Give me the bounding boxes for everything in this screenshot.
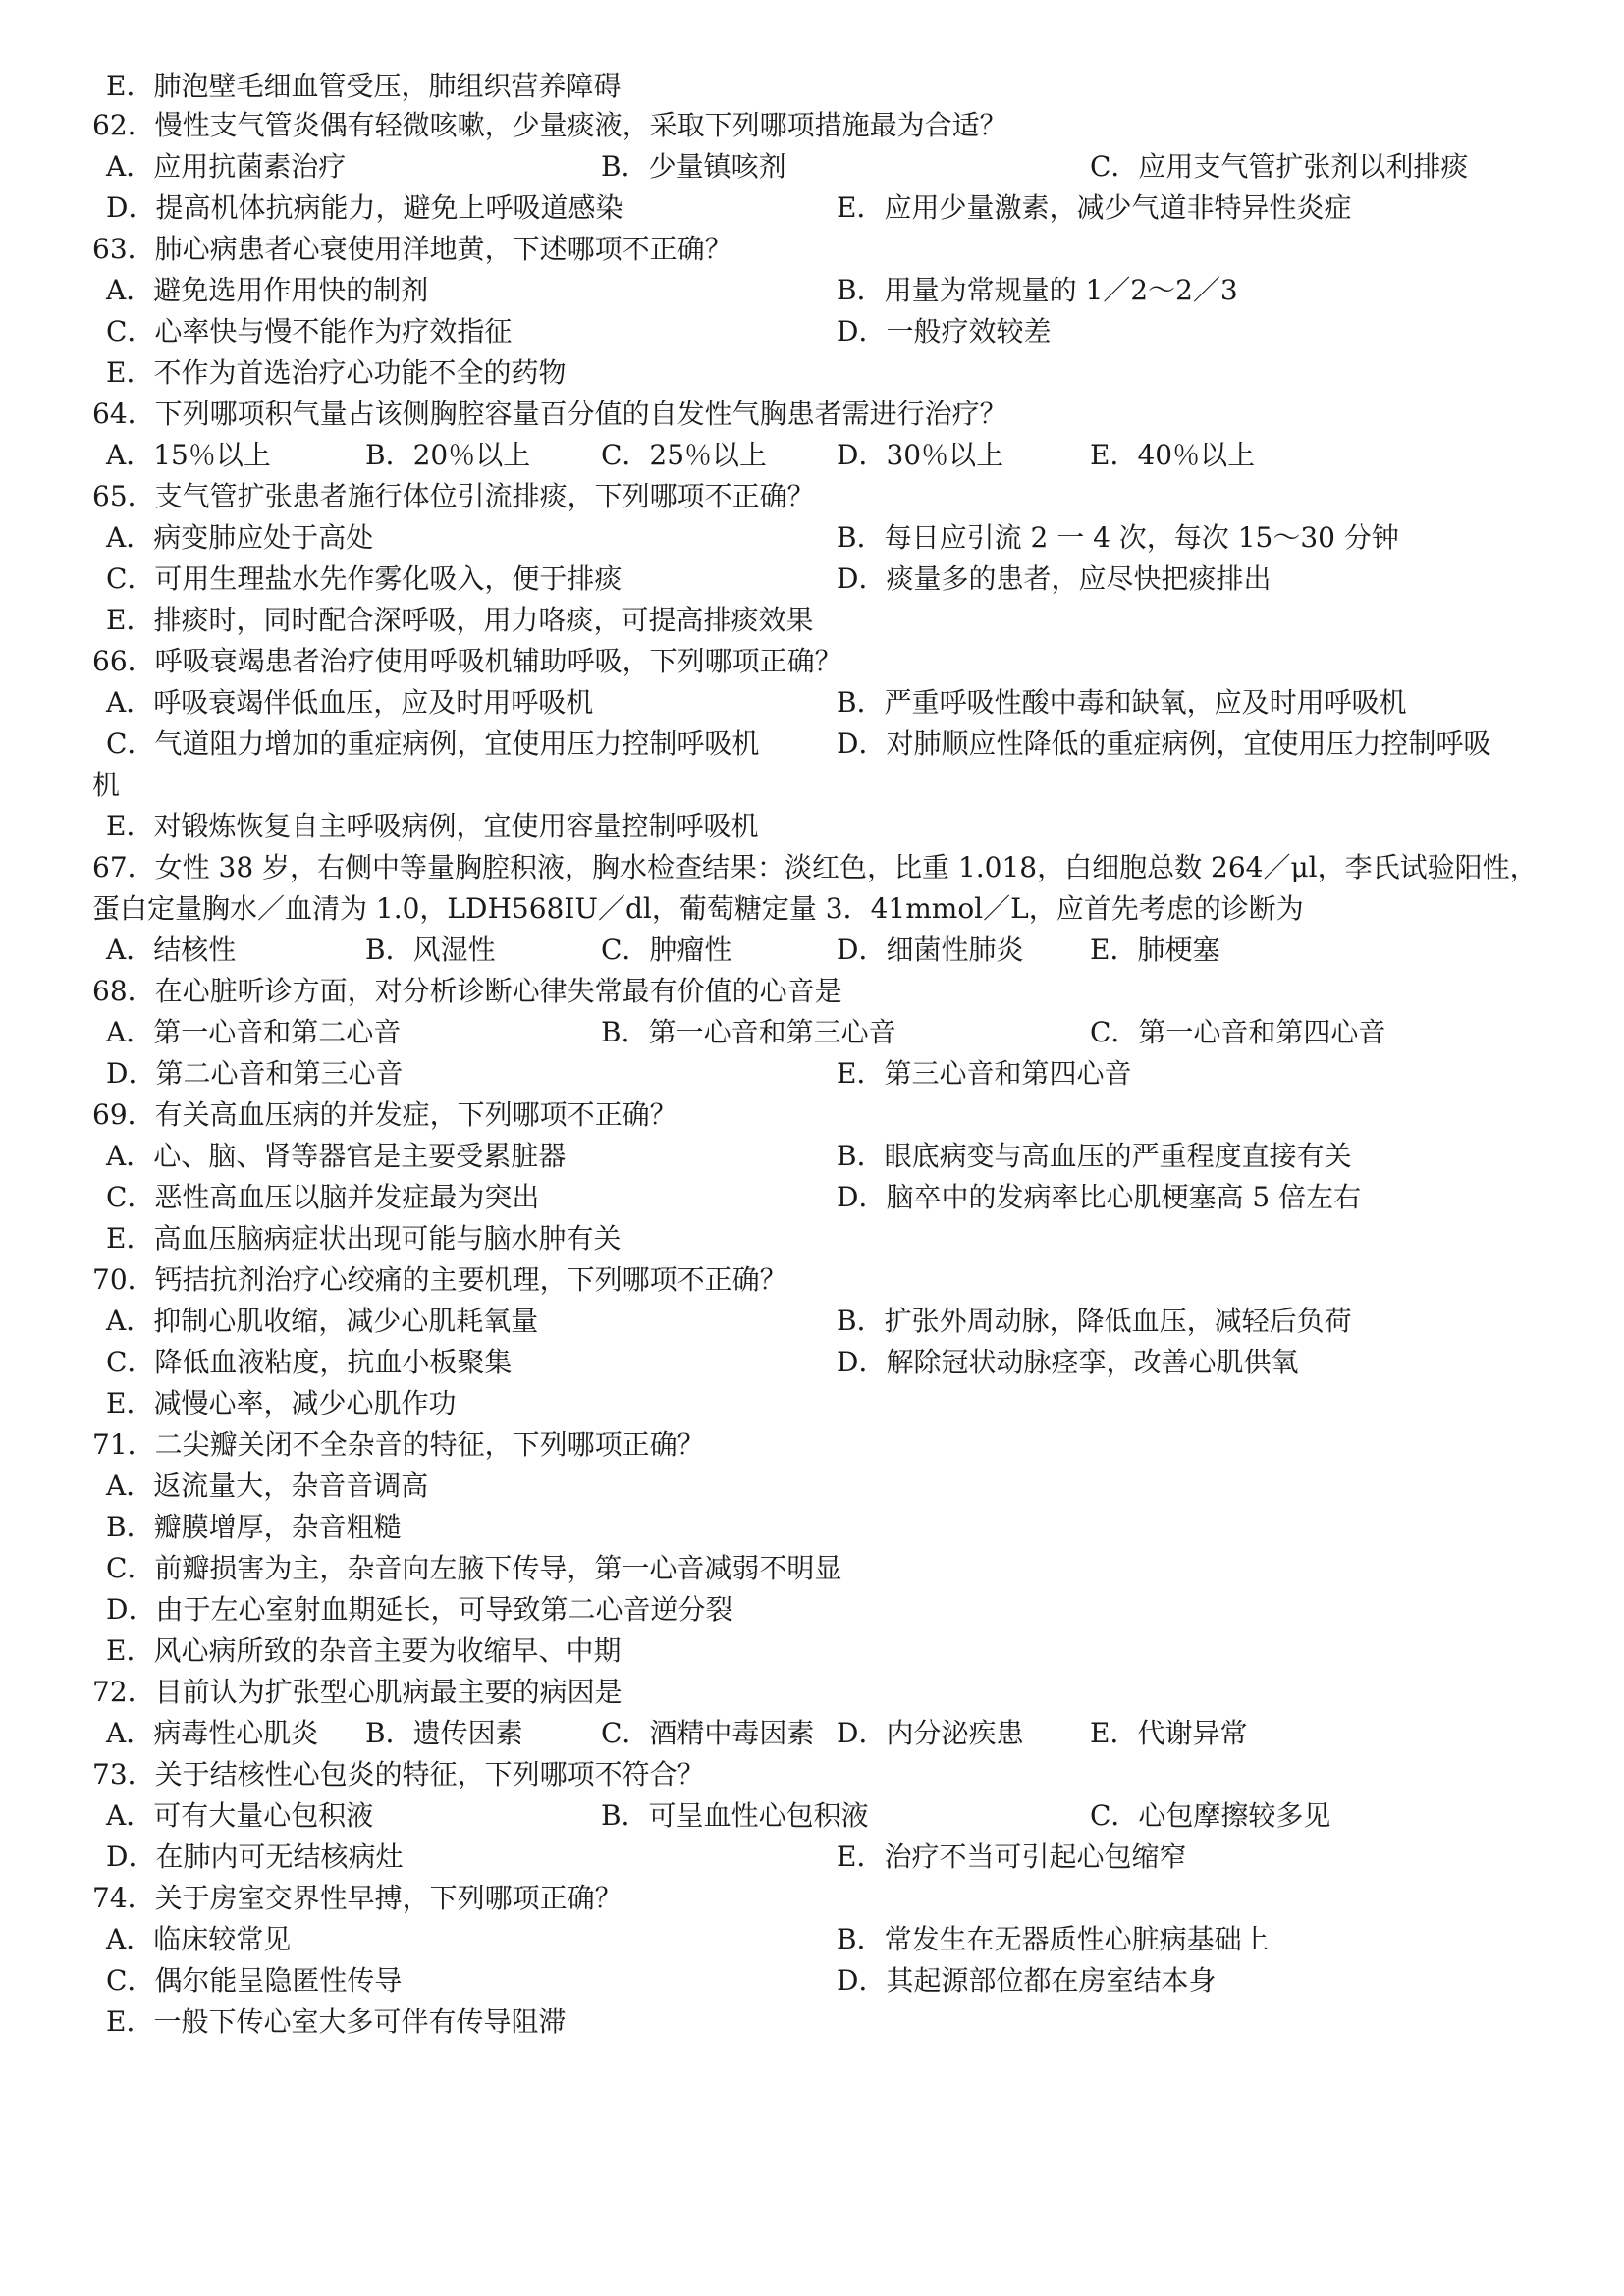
- answer-option: C．心率快与慢不能作为疗效指征: [106, 315, 513, 347]
- answer-option: B．用量为常规量的 1／2～2／3: [837, 274, 1238, 306]
- answer-option: C．前瓣损害为主，杂音向左腋下传导，第一心音减弱不明显: [106, 1552, 842, 1584]
- question-stem: 67．女性 38 岁，右侧中等量胸腔积液，胸水检查结果：淡红色，比重 1.018，白细胞总数 264／μl，李氏试验阳性，: [92, 851, 1538, 883]
- answer-option: C．应用支气管扩张剂以利排痰: [1090, 150, 1469, 183]
- answer-option: A．避免选用作用快的制剂: [106, 274, 429, 306]
- answer-option: E．风心病所致的杂音主要为收缩早、中期: [106, 1634, 622, 1667]
- answer-option: E．40％以上: [1090, 439, 1256, 471]
- answer-option: A．呼吸衰竭伴低血压，应及时用呼吸机: [106, 686, 594, 719]
- answer-option: C．心包摩擦较多见: [1090, 1799, 1331, 1832]
- question-stem: 68．在心脏听诊方面，对分析诊断心律失常最有价值的心音是: [92, 975, 842, 1007]
- question-stem: 66．呼吸衰竭患者治疗使用呼吸机辅助呼吸，下列哪项正确？: [92, 645, 842, 677]
- answer-option: E．第三心音和第四心音: [837, 1057, 1132, 1090]
- answer-option: D．对肺顺应性降低的重症病例，宜使用压力控制呼吸: [837, 727, 1491, 760]
- answer-option: E．不作为首选治疗心功能不全的药物: [106, 356, 567, 389]
- answer-option: D．提高机体抗病能力，避免上呼吸道感染: [106, 191, 623, 224]
- answer-option: D．在肺内可无结核病灶: [106, 1841, 404, 1873]
- answer-option: A．病毒性心肌炎: [106, 1717, 319, 1749]
- answer-option: B．严重呼吸性酸中毒和缺氧，应及时用呼吸机: [837, 686, 1407, 719]
- answer-option: A．应用抗菌素治疗: [106, 150, 347, 183]
- stem-continuation: 机: [92, 769, 121, 801]
- answer-option: E．治疗不当可引起心包缩窄: [837, 1841, 1187, 1873]
- answer-option: C．可用生理盐水先作雾化吸入，便于排痰: [106, 562, 623, 595]
- question-stem: 69．有关高血压病的并发症，下列哪项不正确？: [92, 1098, 677, 1131]
- question-stem: 63．肺心病患者心衰使用洋地黄，下述哪项不正确？: [92, 233, 732, 265]
- question-stem: 71．二尖瓣关闭不全杂音的特征，下列哪项正确？: [92, 1428, 705, 1461]
- answer-option: B．风湿性: [365, 934, 496, 966]
- answer-option: C．气道阻力增加的重症病例，宜使用压力控制呼吸机: [106, 727, 760, 760]
- answer-option: C．25％以上: [601, 439, 768, 471]
- answer-option: E．应用少量激素，减少气道非特异性炎症: [837, 191, 1352, 224]
- answer-option: D．其起源部位都在房室结本身: [837, 1964, 1217, 1997]
- answer-option: E．对锻炼恢复自主呼吸病例，宜使用容量控制呼吸机: [106, 810, 759, 842]
- answer-option: E．高血压脑病症状出现可能与脑水肿有关: [106, 1222, 622, 1255]
- answer-option: C．酒精中毒因素: [601, 1717, 815, 1749]
- answer-option: E．一般下传心室大多可伴有传导阻滞: [106, 2005, 567, 2038]
- answer-option: B．第一心音和第三心音: [601, 1016, 896, 1048]
- answer-option: A．病变肺应处于高处: [106, 521, 374, 554]
- answer-option: C．偶尔能呈隐匿性传导: [106, 1964, 403, 1997]
- question-stem: 74．关于房室交界性早搏，下列哪项正确？: [92, 1882, 623, 1914]
- answer-option: A．抑制心肌收缩，减少心肌耗氧量: [106, 1305, 539, 1337]
- answer-option: D．脑卒中的发病率比心肌梗塞高 5 倍左右: [837, 1181, 1362, 1213]
- question-stem: 70．钙拮抗剂治疗心绞痛的主要机理，下列哪项不正确？: [92, 1263, 787, 1296]
- answer-option: B．瓣膜增厚，杂音粗糙: [106, 1511, 402, 1543]
- answer-option: A．15％以上: [106, 439, 271, 471]
- answer-option: B．扩张外周动脉，降低血压，减轻后负荷: [837, 1305, 1352, 1337]
- answer-option: D．30％以上: [837, 439, 1004, 471]
- answer-option: A．第一心音和第二心音: [106, 1016, 402, 1048]
- answer-option: C．肿瘤性: [601, 934, 732, 966]
- question-stem: 65．支气管扩张患者施行体位引流排痰，下列哪项不正确？: [92, 480, 815, 512]
- answer-option: C．恶性高血压以脑并发症最为突出: [106, 1181, 540, 1213]
- answer-option: A．返流量大，杂音音调高: [106, 1469, 429, 1502]
- answer-option: B．眼底病变与高血压的严重程度直接有关: [837, 1140, 1352, 1172]
- question-stem: 72．目前认为扩张型心肌病最主要的病因是: [92, 1676, 623, 1708]
- answer-option: D．解除冠状动脉痉挛，改善心肌供氧: [837, 1346, 1299, 1378]
- answer-option: D．第二心音和第三心音: [106, 1057, 404, 1090]
- answer-option: D．一般疗效较差: [837, 315, 1052, 347]
- answer-option: E．代谢异常: [1090, 1717, 1248, 1749]
- answer-option: D．细菌性肺炎: [837, 934, 1024, 966]
- answer-option: A．可有大量心包积液: [106, 1799, 374, 1832]
- question-stem: 62．慢性支气管炎偶有轻微咳嗽，少量痰液，采取下列哪项措施最为合适？: [92, 109, 1007, 141]
- question-stem: 73．关于结核性心包炎的特征，下列哪项不符合？: [92, 1758, 705, 1790]
- stem-continuation: 蛋白定量胸水／血清为 1.0，LDH568IU／dl，葡萄糖定量 3．41mmol／L，应首先考虑的诊断为: [92, 892, 1304, 925]
- question-stem: 64．下列哪项积气量占该侧胸腔容量百分值的自发性气胸患者需进行治疗？: [92, 398, 1007, 430]
- answer-option: E．排痰时，同时配合深呼吸，用力咯痰，可提高排痰效果: [106, 604, 814, 636]
- answer-option: B．每日应引流 2 一 4 次，每次 15～30 分钟: [837, 521, 1399, 554]
- answer-option: B．20％以上: [365, 439, 531, 471]
- answer-option: B．少量镇咳剂: [601, 150, 786, 183]
- answer-option: B．可呈血性心包积液: [601, 1799, 869, 1832]
- answer-option: E．肺梗塞: [1090, 934, 1220, 966]
- answer-option: E．肺泡壁毛细血管受压，肺组织营养障碍: [106, 70, 622, 102]
- answer-option: C．降低血液粘度，抗血小板聚集: [106, 1346, 513, 1378]
- answer-option: B．常发生在无器质性心脏病基础上: [837, 1923, 1270, 1955]
- answer-option: A．结核性: [106, 934, 237, 966]
- answer-option: B．遗传因素: [365, 1717, 523, 1749]
- answer-option: A．心、脑、肾等器官是主要受累脏器: [106, 1140, 567, 1172]
- answer-option: E．减慢心率，减少心肌作功: [106, 1387, 457, 1419]
- answer-option: D．内分泌疾患: [837, 1717, 1024, 1749]
- answer-option: D．由于左心室射血期延长，可导致第二心音逆分裂: [106, 1593, 733, 1626]
- answer-option: A．临床较常见: [106, 1923, 292, 1955]
- answer-option: D．痰量多的患者，应尽快把痰排出: [837, 562, 1272, 595]
- answer-option: C．第一心音和第四心音: [1090, 1016, 1386, 1048]
